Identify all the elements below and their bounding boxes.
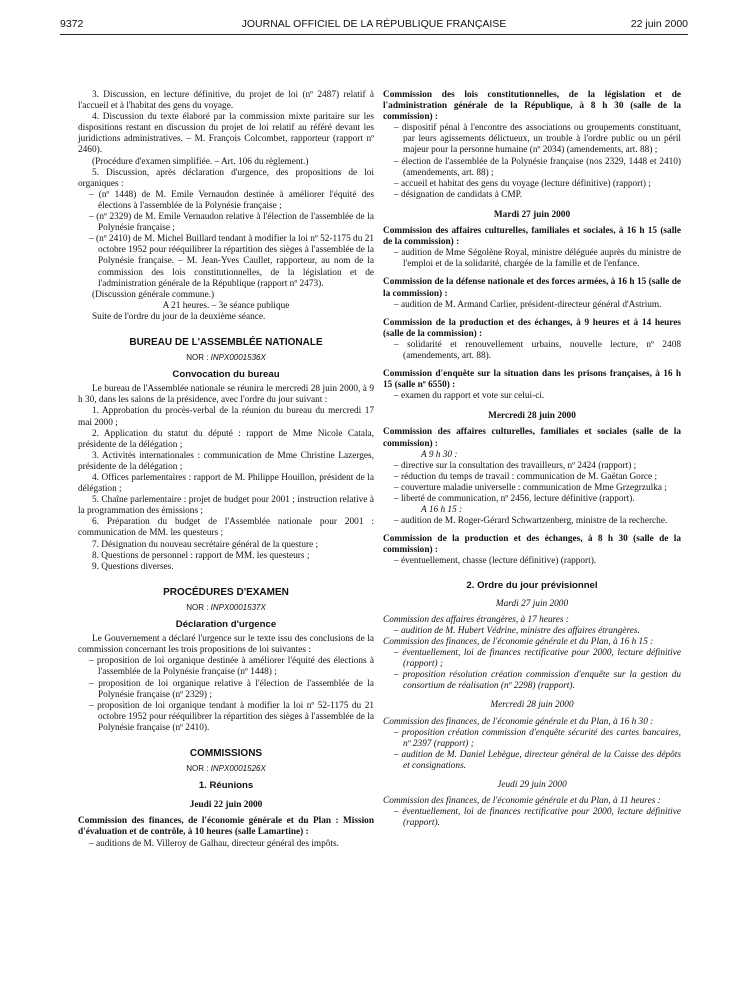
commission-heading: Commission des affaires culturelles, familiales et sociales, à 16 h 15 (salle de la commission) : bbox=[383, 226, 681, 248]
issue-date: 22 juin 2000 bbox=[630, 18, 688, 30]
agenda-item: 4. Discussion du texte élaboré par la commission mixte paritaire sur les dispositions restant en discussion du projet de loi relatif au référé devant les juridictions administratives. – M. François Colcombet, rapporteur (rapport nº 2460). bbox=[78, 112, 374, 156]
list-item: – éventuellement, loi de finances rectificative pour 2000, lecture définitive (rapport). bbox=[394, 807, 681, 829]
day-heading: Jeudi 22 juin 2000 bbox=[189, 800, 263, 811]
day-heading: Jeudi 29 juin 2000 bbox=[497, 779, 567, 790]
list-item: – couverture maladie universelle : communication de Mme Grzegrzulka ; bbox=[394, 482, 667, 493]
list-item: – auditions de M. Villeroy de Galhau, directeur général des impôts. bbox=[89, 838, 339, 849]
commission-heading: Commission de la production et des échanges, à 8 h 30 (salle de la commission) : bbox=[383, 534, 681, 556]
commission-heading: Commission de la production et des échanges, à 9 heures et à 14 heures (salle de la commission) : bbox=[383, 317, 681, 339]
time-label: A 16 h 15 : bbox=[421, 505, 463, 516]
commission-heading: Commission des affaires étrangères, à 17 heures : bbox=[383, 614, 569, 625]
list-item: – directive sur la consultation des travailleurs, nº 2424 (rapport) ; bbox=[394, 460, 637, 471]
page-header bbox=[60, 16, 688, 35]
right-column bbox=[383, 90, 681, 829]
subsection-title: 2. Ordre du jour prévisionnel bbox=[466, 579, 598, 591]
subsection-title: Convocation du bureau bbox=[172, 369, 280, 381]
list-item: – proposition résolution création commission d'enquête sur la gestion du consortium de réalisation (nº 2298) (rapport). bbox=[394, 670, 681, 692]
list-item: – réduction du temps de travail : communication de M. Gaëtan Gorce ; bbox=[394, 471, 658, 482]
list-item: – élection de l'assemblée de la Polynésie française (nos 2329, 1448 et 2410) (amendements, art. 88) ; bbox=[394, 156, 681, 178]
agenda-item: 5. Discussion, après déclaration d'urgence, des propositions de loi organiques : bbox=[78, 167, 374, 189]
page-number: 9372 bbox=[60, 18, 84, 30]
day-heading: Mardi 27 juin 2000 bbox=[493, 209, 571, 220]
list-item: 2. Application du statut du député : rapport de Mme Nicole Catala, présidente de la délégation ; bbox=[78, 428, 374, 450]
seance-line: A 21 heures. – 3e séance publique bbox=[162, 300, 290, 311]
time-label: A 9 h 30 : bbox=[421, 449, 458, 460]
list-item: 3. Activités internationales : communication de Mme Christine Lazerges, présidente de la délégation ; bbox=[78, 450, 374, 472]
day-heading: Mardi 27 juin 2000 bbox=[495, 598, 569, 609]
list-item: – proposition de loi organique tendant à modifier la loi nº 52-1175 du 21 octobre 1952 pour rééquilibrer la répartition des sièges à l'assemblée de la Polynésie française (nº 2410). bbox=[89, 700, 374, 733]
list-item: – (nº 1448) de M. Emile Vernaudon destinée à améliorer l'équité des élections à l'assemblée de la Polynésie française ; bbox=[89, 189, 374, 211]
list-item: – proposition création commission d'enquête sécurité des cartes bancaires, nº 2397 (rapport) ; bbox=[394, 727, 681, 749]
journal-title: JOURNAL OFFICIEL DE LA RÉPUBLIQUE FRANÇAISE bbox=[241, 18, 507, 30]
list-item: – proposition de loi organique destinée à améliorer l'équité des élections à l'assemblée de la Polynésie française (nº 1448) ; bbox=[89, 656, 374, 678]
day-heading: Mercredi 28 juin 2000 bbox=[488, 411, 576, 422]
list-item: 1. Approbation du procès-verbal de la réunion du bureau du mercredi 17 mai 2000 ; bbox=[78, 406, 374, 428]
list-item: – audition de M. Roger-Gérard Schwartzenberg, ministre de la recherche. bbox=[394, 516, 668, 527]
list-item: 6. Préparation du budget de l'Assemblée nationale pour 2001 : communication de MM. les questeurs ; bbox=[78, 517, 374, 539]
list-item: – audition de M. Hubert Védrine, ministre des affaires étrangères. bbox=[394, 625, 640, 636]
list-item: 8. Questions de personnel : rapport de MM. les questeurs ; bbox=[92, 550, 310, 561]
list-item: – proposition de loi organique relative à l'élection de l'assemblée de la Polynésie française (nº 2329) ; bbox=[89, 678, 374, 700]
list-item: – audition de M. Armand Carlier, président-directeur général d'Astrium. bbox=[394, 299, 662, 310]
urgence-intro: Le Gouvernement a déclaré l'urgence sur le texte issu des conclusions de la commission concernant les trois propositions de loi suivantes : bbox=[78, 634, 374, 656]
list-item: – audition de M. Daniel Lebègue, directeur général de la Caisse des dépôts et consignations. bbox=[394, 749, 681, 771]
nor-reference: NOR : INPX0001537X bbox=[186, 602, 266, 612]
list-item: – examen du rapport et vote sur celui-ci. bbox=[394, 391, 545, 402]
list-item: – audition de Mme Ségolène Royal, ministre déléguée auprès du ministre de l'emploi et de la solidarité, chargée de la famille et de l'enfance. bbox=[394, 248, 681, 270]
list-item: – (nº 2329) de M. Emile Vernaudon relative à l'élection de l'assemblée de la Polynésie française ; bbox=[89, 212, 374, 234]
nor-reference: NOR : INPX0001536X bbox=[186, 353, 266, 363]
commission-heading: Commission des finances, de l'économie générale et du Plan, à 11 heures : bbox=[383, 796, 661, 807]
section-title-commissions: COMMISSIONS bbox=[189, 747, 263, 759]
commission-heading: Commission de la défense nationale et des forces armées, à 16 h 15 (salle de la commission) : bbox=[383, 277, 681, 299]
list-item: 9. Questions diverses. bbox=[92, 561, 174, 572]
commission-heading: Commission des finances, de l'économie générale et du Plan, à 16 h 15 : bbox=[383, 636, 654, 647]
nor-reference: NOR : INPX0001526X bbox=[186, 764, 266, 774]
section-title-procedures: PROCÉDURES D'EXAMEN bbox=[163, 586, 289, 598]
convocation-intro: Le bureau de l'Assemblée nationale se réunira le mercredi 28 juin 2000, à 9 h 30, dans les salons de la présidence, avec l'ordre du jour suivant : bbox=[78, 384, 374, 406]
day-heading: Mercredi 28 juin 2000 bbox=[490, 700, 574, 711]
suite-line: Suite de l'ordre du jour de la deuxième séance. bbox=[92, 311, 266, 322]
commission-heading: Commission des lois constitutionnelles, de la législation et de l'administration générale de la République, à 8 h 30 (salle de la commission) : bbox=[383, 90, 681, 123]
agenda-item: (Procédure d'examen simplifiée. – Art. 106 du règlement.) bbox=[92, 156, 309, 167]
list-item: – accueil et habitat des gens du voyage (lecture définitive) (rapport) ; bbox=[394, 178, 651, 189]
list-item: – désignation de candidats à CMP. bbox=[394, 189, 523, 200]
list-item: – éventuellement, chasse (lecture définitive) (rapport). bbox=[394, 556, 597, 567]
list-item: – dispositif pénal à l'encontre des associations ou groupements constituant, par leurs agissements délictueux, un trouble à l'ordre public ou un péril majeur pour la personne humaine (nº 2034) (amendements, art. 88) ; bbox=[394, 123, 681, 156]
list-item: 4. Offices parlementaires : rapport de M. Philippe Houillon, président de la délégation ; bbox=[78, 473, 374, 495]
list-item: – liberté de communication, nº 2456, lecture définitive (rapport). bbox=[394, 494, 635, 504]
agenda-item: 3. Discussion, en lecture définitive, du projet de loi (nº 2487) relatif à l'accueil et à l'habitat des gens du voyage. bbox=[78, 90, 374, 112]
commission-heading: Commission d'enquête sur la situation dans les prisons françaises, à 16 h 15 (salle nº 6550) : bbox=[383, 369, 681, 391]
subsection-title: 1. Réunions bbox=[198, 780, 254, 792]
list-item: – solidarité et renouvellement urbains, nouvelle lecture, nº 2408 (amendements, art. 88). bbox=[394, 339, 681, 361]
commission-heading: Commission des affaires culturelles, familiales et sociales (salle de la commission) : bbox=[383, 427, 681, 449]
commission-heading: Commission des finances, de l'économie générale et du Plan : Mission d'évaluation et de contrôle, à 10 heures (salle Lamartine) : bbox=[78, 816, 374, 838]
section-title-bureau: BUREAU DE L'ASSEMBLÉE NATIONALE bbox=[129, 336, 323, 348]
commission-heading: Commission des finances, de l'économie générale et du Plan, à 16 h 30 : bbox=[383, 716, 654, 727]
discussion-note: (Discussion générale commune.) bbox=[92, 289, 215, 300]
list-item: 7. Désignation du nouveau secrétaire général de la questure ; bbox=[92, 539, 319, 550]
subsection-title: Déclaration d'urgence bbox=[175, 619, 277, 631]
list-item: – éventuellement, loi de finances rectificative pour 2000, lecture définitive (rapport) ; bbox=[394, 648, 681, 670]
list-item: – (nº 2410) de M. Michel Buillard tendant à modifier la loi nº 52-1175 du 21 octobre 1952 pour rééquilibrer la répartition des sièges à l'assemblée de la Polynésie française. – M. Jean-Yves Caullet, rapporteur, au nom de la commission des lois constitutionnelles, de la législation et de l'administration générale de la République (rapport nº 2473). bbox=[89, 234, 374, 289]
left-column bbox=[78, 90, 374, 850]
list-item: 5. Chaîne parlementaire : projet de budget pour 2001 ; instruction relative à la programmation des émissions ; bbox=[78, 495, 374, 517]
